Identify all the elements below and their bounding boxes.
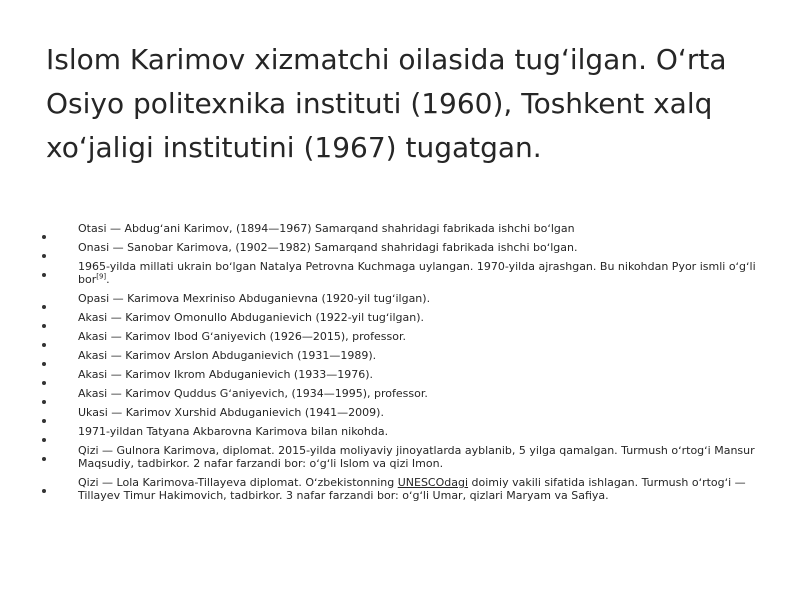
bullet-icon [42,489,46,493]
bullet-icon [42,362,46,366]
footnote-ref-link[interactable]: [9] [96,272,107,281]
list-item-text: Akasi — Karimov Quddus Gʻaniyevich, (1934—1995), professor. [78,387,428,400]
list-item [42,330,772,343]
bullet-icon [42,324,46,328]
list-item-text: Otasi — Abdugʻani Karimov, (1894—1967) Samarqand shahridagi fabrikada ishchi boʻlgan [78,222,575,235]
list-item-text-after: doimiy vakili sifatida ishlagan. Turmush oʻrtogʻi — Tillayev Timur Hakimovich, tadbirkor. 3 nafar farzandi bor: oʻgʻli Umar, qizlari Maryam va Safiya. [78,476,746,502]
bullet-icon [42,381,46,385]
list-item-text: Akasi — Karimov Ikrom Abduganievich (1933—1976). [78,368,373,381]
bullet-icon [42,438,46,442]
bullet-icon [42,273,46,277]
list-item [42,406,772,419]
bullet-list [42,222,772,508]
list-item-text: Akasi — Karimov Arslon Abduganievich (1931—1989). [78,349,377,362]
list-item [42,368,772,381]
list-item [42,349,772,362]
bullet-icon [42,457,46,461]
list-item-text: Onasi — Sanobar Karimova, (1902—1982) Samarqand shahridagi fabrikada ishchi boʻlgan. [78,241,578,254]
list-item [42,260,772,286]
list-item [42,292,772,305]
bullet-icon [42,235,46,239]
bullet-icon [42,254,46,258]
list-item [42,311,772,324]
list-item-text: Akasi — Karimov Ibod Gʻaniyevich (1926—2015), professor. [78,330,406,343]
list-item [42,425,772,438]
list-item-tail: . [106,273,110,286]
slide-title: Islom Karimov xizmatchi oilasida tugʻilgan. Oʻrta Osiyo politexnika instituti (1960), Toshkent xalq xoʻjaligi institutini (1967) tugatgan. [46,43,727,164]
list-item [42,222,772,235]
list-item-text-before: Qizi — Lola Karimova-Tillayeva diplomat. Oʻzbekistonning [78,476,398,489]
bullet-icon [42,305,46,309]
list-item-text: Opasi — Karimova Mexriniso Abduganievna (1920-yil tugʻilgan). [78,292,431,305]
list-item-text: Akasi — Karimov Omonullo Abduganievich (1922-yil tugʻilgan). [78,311,425,324]
bullet-icon [42,419,46,423]
bullet-icon [42,400,46,404]
list-item [42,444,772,470]
list-item-text: 1971-yildan Tatyana Akbarovna Karimova bilan nikohda. [78,425,389,438]
unesco-link[interactable]: UNESCOdagi [397,476,469,489]
list-item-text: 1965-yilda millati ukrain boʻlgan Natalya Petrovna Kuchmaga uylangan. 1970-yilda ajrashgan. Bu nikohdan Pyor ismli oʻgʻli bor [78,260,756,286]
list-item [42,476,772,502]
bullet-icon [42,343,46,347]
list-item-text: Ukasi — Karimov Xurshid Abduganievich (1941—2009). [78,406,384,419]
list-item-text: Qizi — Gulnora Karimova, diplomat. 2015-yilda moliyaviy jinoyatlarda ayblanib, 5 yilga qamalgan. Turmush oʻrtogʻi Mansur Maqsudiy, tadbirkor. 2 nafar farzandi bor: oʻgʻli Islom va qizi Imon. [78,444,755,470]
list-item [42,241,772,254]
list-item [42,387,772,400]
